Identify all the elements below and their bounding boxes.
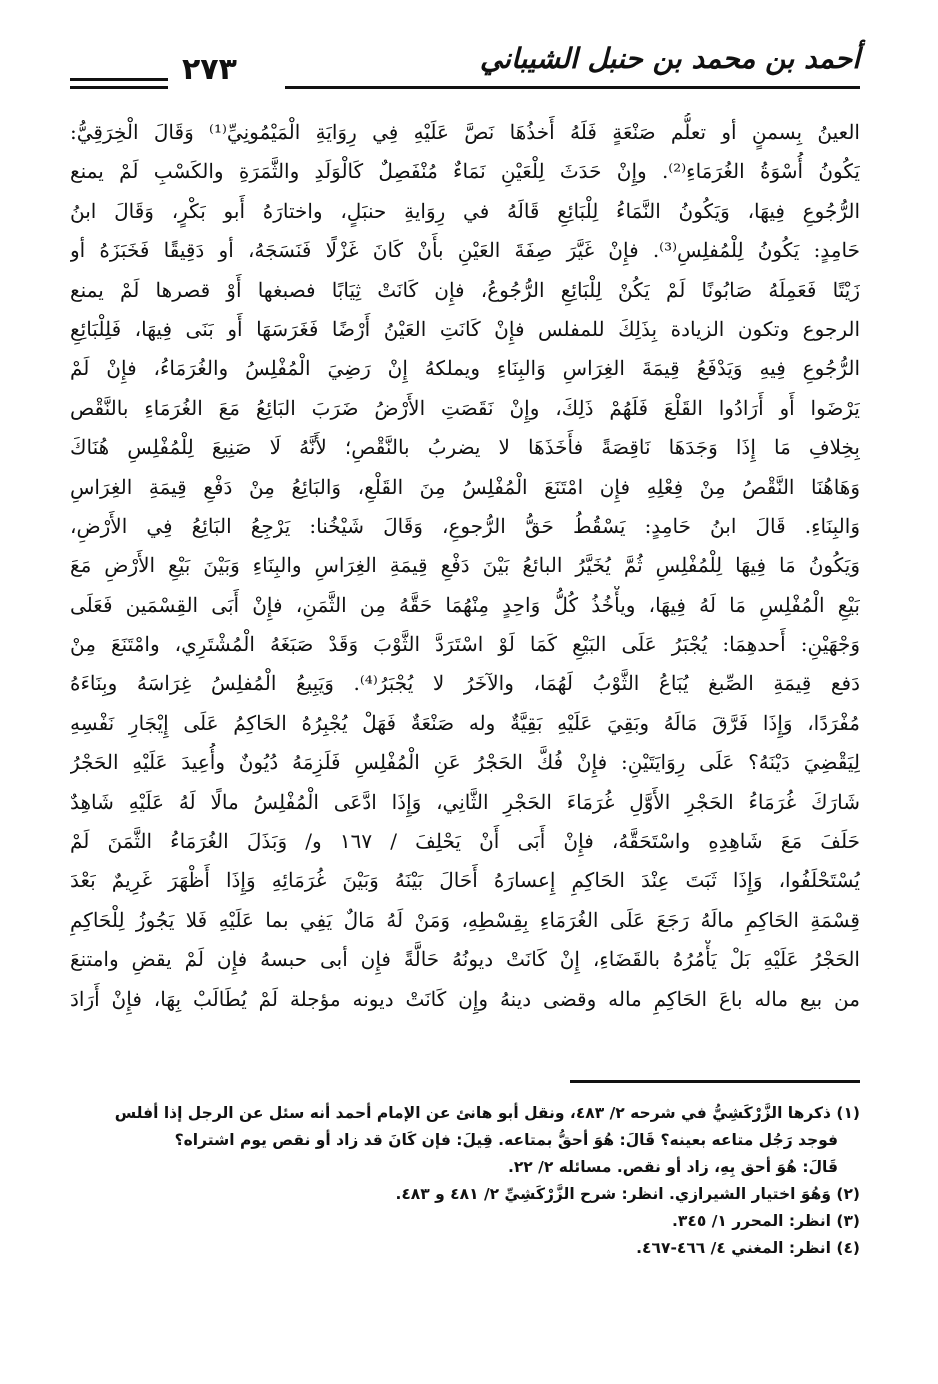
main-text (70, 113, 860, 1019)
page-number: ٢٧٣ (182, 52, 237, 87)
header-rule (285, 86, 860, 89)
footnote-1-continued: قَالَ: هُوَ أحق بِهِ، زاد أو نقص. مسائله ٢/ ٢٢. (507, 1158, 838, 1176)
text-line: حَلَفَ مَعَ شَاهِدِهِ واسْتَحَقَّهُ، فإِنْ أَبَى أَنْ يَحْلِفَ / ١٦٧ و/ وَبَذَلَ الغُرَمَاءُ الثَّمَنَ لَمْ (70, 829, 860, 854)
text-line: مُفْرَدًا، وَإِذَا فَرَّقَ مَالَهُ وبَقِيَ عَلَيْهِ بَقِيَّةٌ وله صَنْعَةٌ فَهَلْ يُجْبِرُهُ الحَاكِمُ عَلَى إِيْجَارِ نَفْسِهِ (70, 710, 860, 735)
text-line: شَارَكَ غُرَمَاءُ الحَجْرِ الأَوَّلِ غُرَمَاءَ الحَجْرِ الثَّانِي، وَإِذَا ادَّعَى الْمُفْلِسُ مالًا لَهُ عَلَيْهِ شَاهِدٌ (70, 789, 860, 814)
footnotes (70, 1100, 860, 1262)
text-line: الحَجْرُ عَلَيْهِ بَلْ يَأْمُرُهُ بالقَضَاءِ، إِنْ كَانَتْ ديونُهُ حَالَّةً فإِن أبى حبسهُ فإِن لَمْ يقضِ وامتنعَ (70, 947, 860, 972)
running-head-title: أحمد بن محمد بن حنبل الشيباني (479, 42, 860, 75)
footnote-4: (٤) انظر: المغني ٤/ ٤٦٦-٤٦٧. (636, 1239, 860, 1257)
footnote-1-continued: فوجد رَجُل متاعه بعينه؟ قَالَ: هُوَ أحقُّ بمتاعه. قِيلَ: فإن كَانَ قد زاد أو نقص يوم اشتراه؟ (174, 1131, 838, 1149)
text-line: حَامِدٍ: يَكُونُ لِلْمُفلِسِ⁽³⁾. فإِنْ غَيَّرَ صِفَةَ العَيْنِ بأَنْ كَانَ غَزْلًا فَنَسَجَهُ، أو دَقِيقًا فَخَبَزَهُ أو (70, 238, 860, 263)
text-line: بَيْعِ الْمُفْلِسِ مَا لَهُ فِيهَا، ويأْخُذُ كُلُّ وَاحِدٍ مِنْهُمَا حَقَّهُ مِن الثَّمَنِ، فإِنْ أَبَى القِسْمَين فَعَلَى (70, 592, 860, 617)
text-line: زَيْتًا فَعَمِلَهُ صَابُونًا لَمْ يَكُنْ لِلْبَائِعِ الرُّجُوعُ، فإِن كَانَتْ ثِيَابًا فصبغها أَوْ قصرها لَمْ يمنع (70, 277, 860, 302)
footnote-rule (570, 1080, 860, 1083)
footnote-2: (٢) وَهُوَ اختيار الشيرازي. انظر: شرح الزَّرْكَشِيِّ ٢/ ٤٨١ و ٤٨٣. (395, 1185, 860, 1203)
text-line: وَهَاهُنَا النَّقْصُ مِنْ فِعْلِهِ فإِن امْتَنَعَ الْمُفْلِسُ مِنَ القَلْعِ، وَالبَائِعُ مِنْ دَفْعِ قِيمَةِ الغِرَاسِ (70, 474, 860, 499)
text-line: من بيع ماله باعَ الحَاكِمِ ماله وقضى دينهُ وإِن كَانَتْ ديونه مؤجلة لَمْ يُطَالَبْ بِهَا، فإِنْ أَرَادَ (70, 986, 860, 1011)
text-line: الرُّجُوعِ فِيهَا، وَيَكُونُ النَّمَاءُ لِلْبَائِعِ قَالَهُ في رِوَايةِ حنبَلٍ، واختارَهُ أَبو بَكْرٍ، وَقَالَ ابنُ (70, 198, 860, 223)
footnote-1: (١) ذكرها الزَّرْكَشِيُّ في شرحه ٢/ ٤٨٣، ونقل أبو هانئ عن الإمام أحمد أنه سئل عن الرجل إذا أفلس (114, 1104, 860, 1122)
text-line: لِيَقْضِيَ دَيْنَهُ؟ عَلَى رِوَايَتَيْنِ: فإِنْ فُكَّ الحَجْرُ عَنِ الْمُفْلِسِ فَلَزِمَهُ دُيُونٌ وأُعِيدَ عَلَيْهِ الحَجْرُ (70, 750, 860, 775)
page-header (70, 34, 860, 104)
text-line: بِخِلافِ مَا إِذَا وَجَدَهَا نَاقِصَةً فأَخَذَهَا لا يضربُ بالنَّقْصِ؛ لأَنَّهُ لَا صَنِيعَ لِلْمُفْلِسِ هُنَاكَ (70, 435, 860, 460)
text-line: وَيَكُونُ مَا فِيهَا لِلْمُفْلِسِ ثُمَّ يُخَيَّرُ البائعُ بَيْنَ دَفْعِ قِيمَةِ الغِرَاسِ والبِنَاءِ وَبَيْنَ بَيْعِ الأَرْضِ مَعَ (70, 553, 860, 578)
text-line: قِسْمَةِ الحَاكِمِ مالَهُ رَجَعَ عَلَى الغُرَمَاءِ بِقِسْطِهِ، وَمَنْ لَهُ مَالٌ يَفِي بما عَلَيْهِ فَلا يَجُوزُ لِلْحَاكِمِ (70, 907, 860, 932)
text-line: الرُّجُوعِ فِيهِ وَيَدْفَعُ قِيمَةَ الغِرَاسِ وَالبِنَاءِ ويملكهُ إِنْ رَضِيَ الْمُفْلِسُ والغُرَمَاءُ، فإِنْ لَمْ (70, 356, 860, 381)
text-line: وَجْهَيْنِ: أَحدهِمَا: يُجْبَرُ عَلَى البَيْعِ كَمَا لَوْ اسْتَرَدَّ الثَّوْبَ وَقَدْ صَبَغَهُ الْمُشْتَرِي، وامْتَنَعَ مِنْ (70, 632, 860, 657)
text-line: يَكُونُ أُسْوَةُ الغُرَمَاءِ⁽²⁾. وإِنْ حَدَثَ لِلْعَيْنِ نَمَاءٌ مُنْفَصِلٌ كَالْوَلَدِ والثَّمَرَةِ والكَسْبِ لَمْ يمنع (70, 159, 860, 184)
text-line: يُسْتَحْلَفُوا، وَإِذَا ثَبَتَ عِنْدَ الحَاكِمِ إِعسارَهُ أَحَالَ بَيْنَهُ وَبَيْنَ غُرَمَائِهِ وَإِذَا أَظْهَرَ غَرِيمٌ بَعْدَ (70, 868, 860, 893)
page-number-bars (70, 78, 168, 94)
text-line: وَالبِنَاءِ. قَالَ ابنُ حَامِدٍ: يَسْقُطُ حَقُّ الرُّجوعِ، وَقَالَ شَيْخُنا: يَرْجِعُ البَائِعُ فِي الأَرْضِ، (70, 513, 860, 538)
text-line: يَرْضَوا أَو أَرَادُوا القَلْعَ فَلَهُمْ ذَلِكَ، وإِنْ نَقَصَتِ الأَرْضُ ضَرَبَ البَائِعُ مَعَ الغُرَمَاءِ بالنَّقْص (70, 395, 860, 420)
text-line: العينُ بِسمنٍ أو تعلُّم صَنْعَةٍ فَلَهُ أَخذُهَا نَصَّ عَلَيْهِ فِي رِوَايَةِ الْمَيْمُونِيِّ⁽¹⁾ وَقَالَ الْخِرَقِيُّ: (70, 120, 860, 144)
footnote-3: (٣) انظر: المحرر ١/ ٣٤٥. (672, 1212, 860, 1230)
text-line: دَفع قِيمَةِ الصِّبغ يُبَاعُ الثَّوْبُ لَهُمَا، والآخَرُ لا يُجْبَرُ⁽⁴⁾. وَيَبِيعُ الْمُفلِسُ غِرَاسَهُ وبِنَاءَهُ (70, 671, 860, 696)
text-line: الرجوع وتكون الزيادة بِذَلِكَ للمفلس فإِنْ كَانَتِ العَيْنُ أَرْضًا فَغَرَسَهَا أَو بَنَى فِيهَا، فَلِلْبَائِعِ (70, 316, 860, 341)
